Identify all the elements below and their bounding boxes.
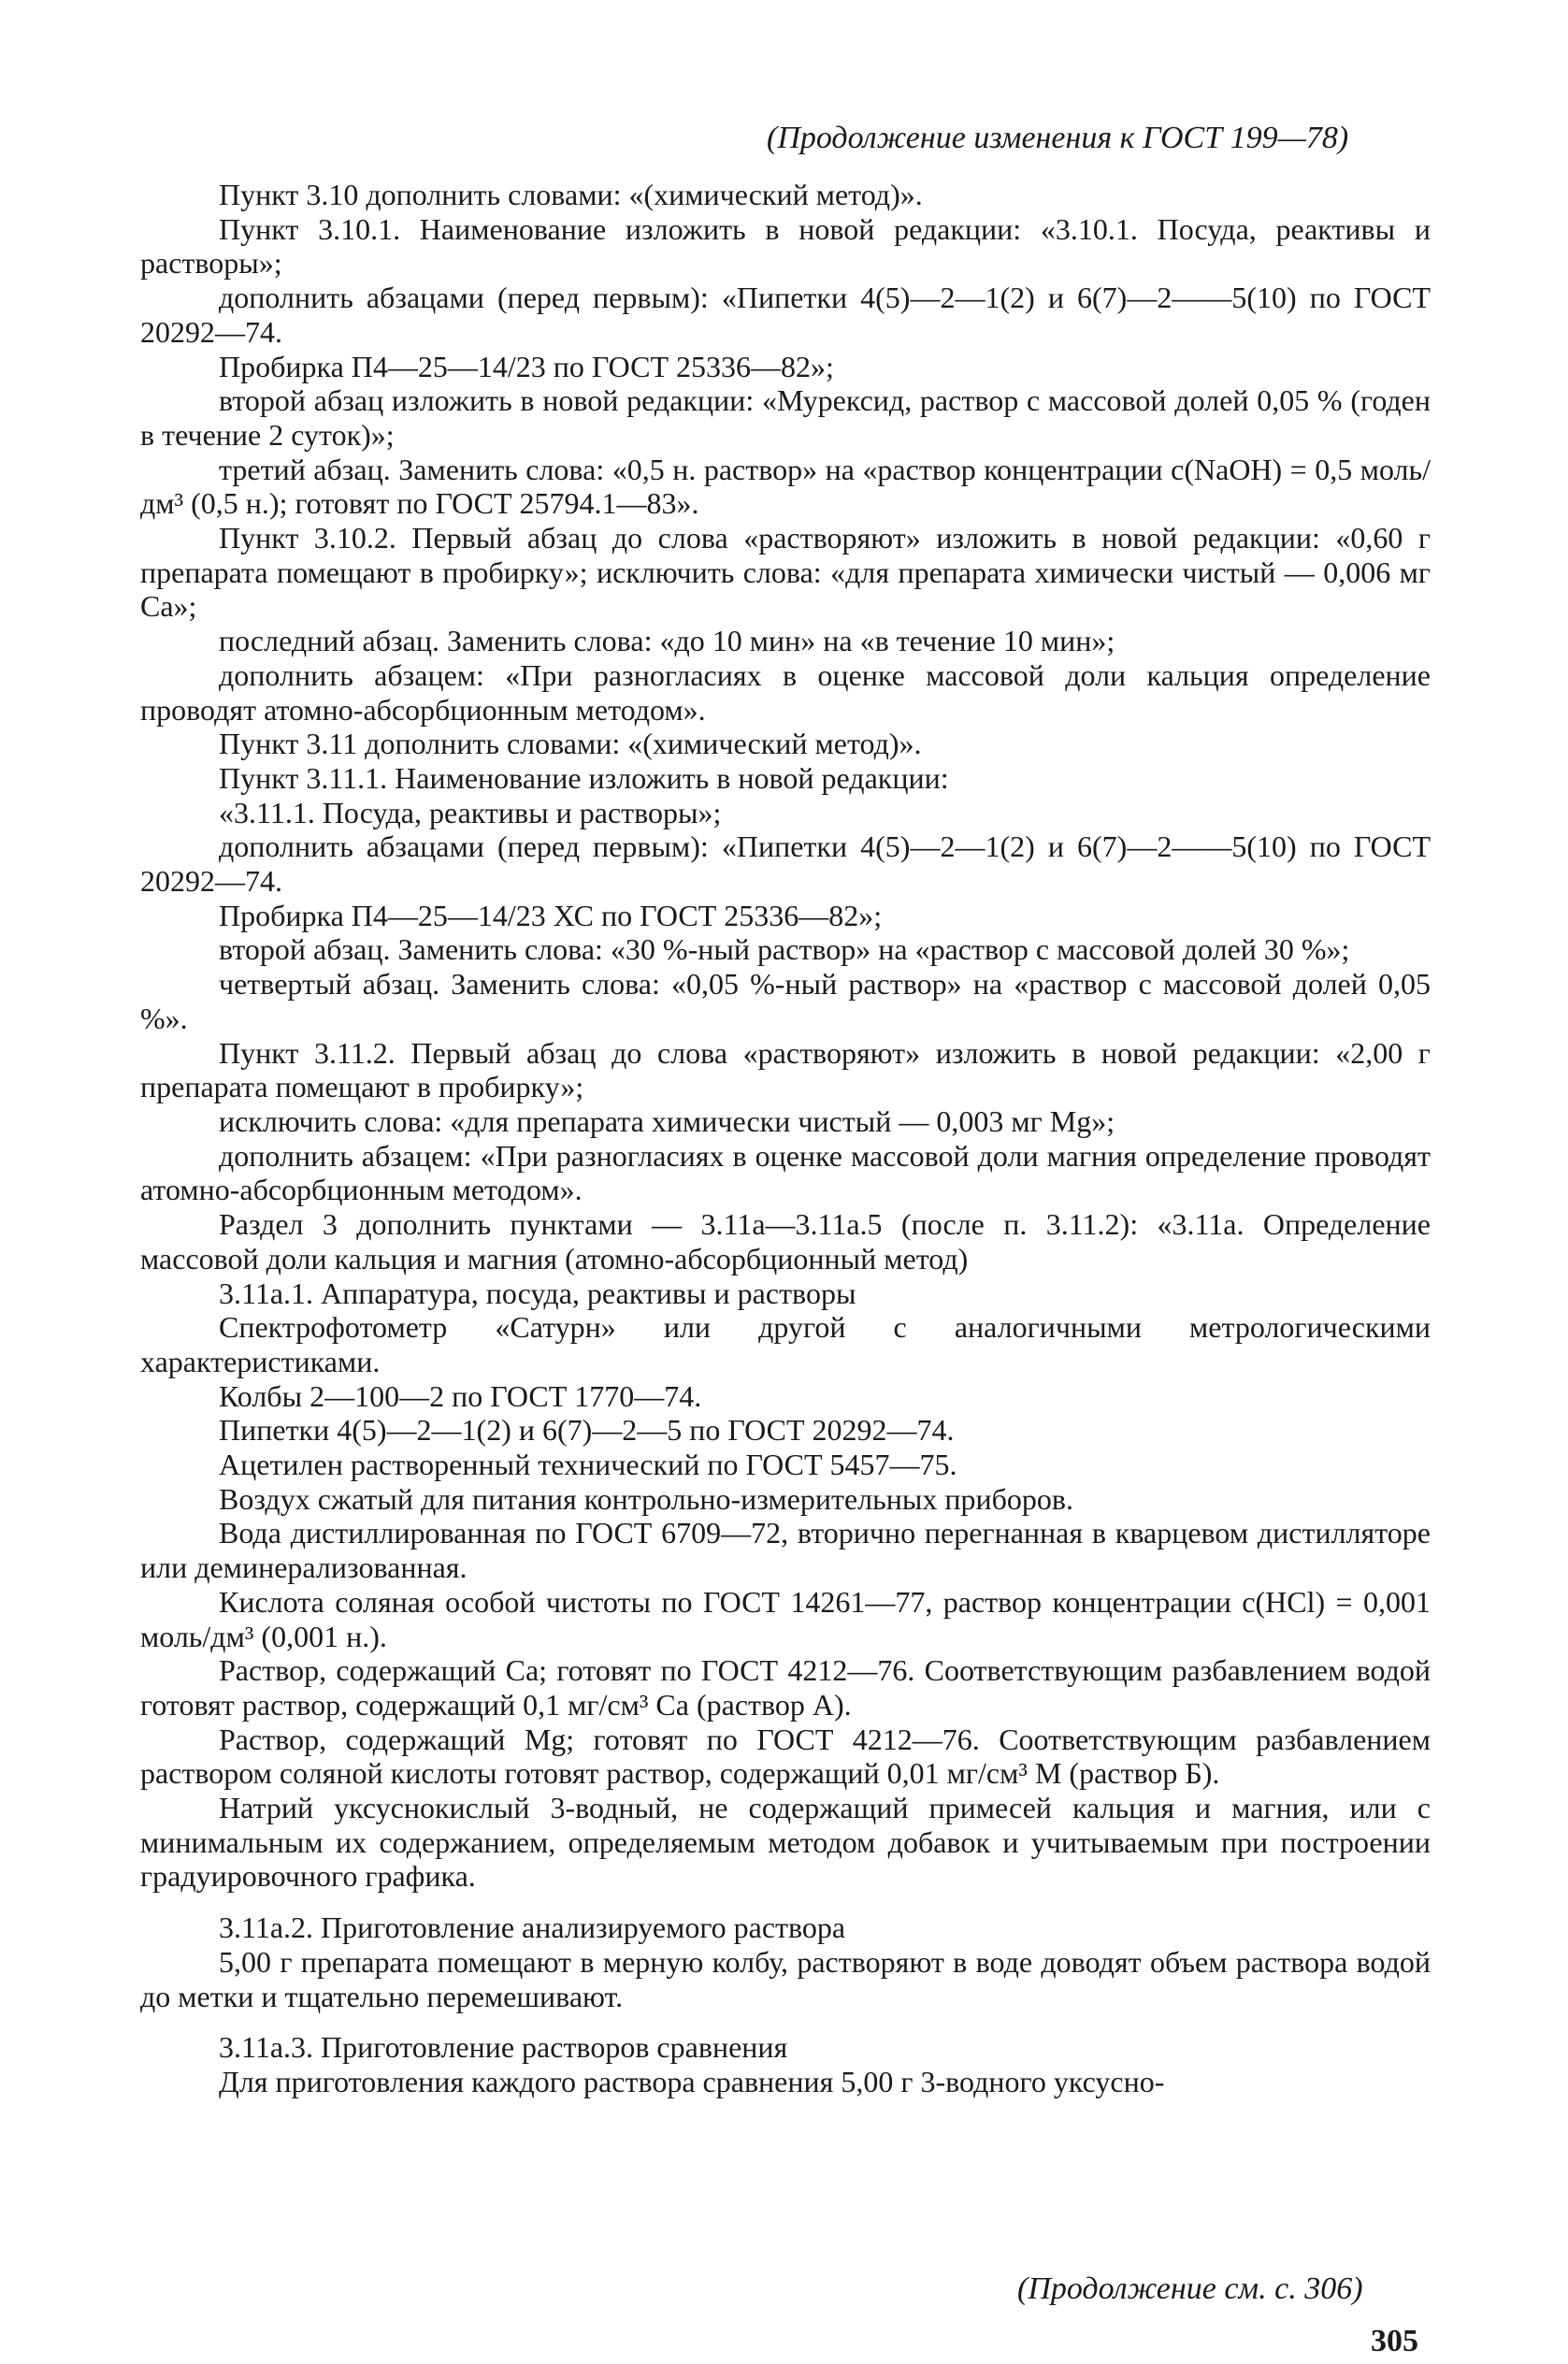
paragraph: Пункт 3.10.1. Наименование изложить в новой редакции: «3.10.1. Посуда, реактивы и растворы»; [140, 211, 1431, 281]
paragraph: третий абзац. Заменить слова: «0,5 н. раствор» на «раствор концентрации c(NaOH) = 0,5 моль/дм³ (0,5 н.); готовят по ГОСТ 25794.1—83». [140, 452, 1431, 521]
section-heading: 3.11а.3. Приготовление растворов сравнения [219, 2030, 788, 2065]
paragraph: второй абзац изложить в новой редакции: «Мурексид, раствор с массовой долей 0,05 % (годен в течение 2 суток)»; [140, 383, 1431, 452]
paragraph: Раствор, содержащий Са; готовят по ГОСТ 4212—76. Соответствующим разбавлением водой готовят раствор, содержащий 0,1 мг/см³ Са (раствор А). [140, 1653, 1431, 1722]
paragraph: дополнить абзацем: «При разногласиях в оценке массовой доли магния определение проводят атомно-абсорбционным методом». [140, 1138, 1431, 1207]
page-number: 305 [1371, 2324, 1418, 2358]
paragraph: Пункт 3.10 дополнить словами: «(химический метод)». [219, 178, 923, 211]
paragraph: 5,00 г препарата помещают в мерную колбу, растворяют в воде доводят объем раствора водой до метки и тщательно перемешивают. [140, 1944, 1431, 2013]
paragraph: дополнить абзацами (перед первым): «Пипетки 4(5)—2—1(2) и 6(7)—2——5(10) по ГОСТ 20292—74. [140, 829, 1431, 899]
section-heading: 3.11а.2. Приготовление анализируемого раствора [219, 1910, 846, 1945]
paragraph: Пробирка П4—25—14/23 ХС по ГОСТ 25336—82»; [219, 898, 883, 932]
paragraph: Пункт 3.11.1. Наименование изложить в новой редакции: [219, 760, 949, 795]
paragraph: Раствор, содержащий Mg; готовят по ГОСТ 4212—76. Соответствующим разбавлением раствором соляной кислоты готовят раствор, содержащий 0,01 мг/см³ М (раствор Б). [140, 1722, 1431, 1791]
paragraph: Кислота соляная особой чистоты по ГОСТ 14261—77, раствор концентрации c(HCl) = 0,001 моль/дм³ (0,001 н.). [140, 1584, 1431, 1653]
paragraph: второй абзац. Заменить слова: «30 %-ный раствор» на «раствор с массовой долей 30 %»; [219, 932, 1350, 967]
paragraph: Пункт 3.11 дополнить словами: «(химический метод)». [219, 727, 922, 761]
paragraph: «3.11.1. Посуда, реактивы и растворы»; [219, 795, 722, 829]
paragraph: Натрий уксуснокислый 3-водный, не содержащий примесей кальция и магния, или с минимальным их содержанием, определяемым методом добавок и учитываемым при построении градуировочного графика. [140, 1791, 1431, 1894]
paragraph: Ацетилен растворенный технический по ГОСТ 5457—75. [219, 1448, 957, 1482]
paragraph: Пробирка П4—25—14/23 по ГОСТ 25336—82»; [219, 349, 834, 383]
paragraph: Спектрофотометр «Сатурн» или другой с аналогичными метрологическими характеристиками. [140, 1310, 1431, 1378]
paragraph: дополнить абзацами (перед первым): «Пипетки 4(5)—2—1(2) и 6(7)—2——5(10) по ГОСТ 20292—74. [140, 281, 1431, 349]
paragraph: исключить слова: «для препарата химически чистый — 0,003 мг Mg»; [219, 1103, 1115, 1138]
continuation-note: (Продолжение см. с. 306) [1017, 2271, 1363, 2306]
section-heading: 3.11а.1. Аппаратура, посуда, реактивы и растворы [219, 1276, 856, 1310]
paragraph: Воздух сжатый для питания контрольно-измерительных приборов. [219, 1481, 1073, 1516]
running-header: (Продолжение изменения к ГОСТ 199—78) [767, 121, 1349, 155]
document-body [140, 178, 1431, 2099]
paragraph: четвертый абзац. Заменить слова: «0,05 %-ный раствор» на «раствор с массовой долей 0,05 %». [140, 967, 1431, 1035]
paragraph: дополнить абзацем: «При разногласиях в оценке массовой доли кальция определение проводят атомно-абсорбционным методом». [140, 657, 1431, 727]
paragraph: Вода дистиллированная по ГОСТ 6709—72, вторично перегнанная в кварцевом дистилляторе или деминерализованная. [140, 1516, 1431, 1585]
paragraph: Пункт 3.11.2. Первый абзац до слова «растворяют» изложить в новой редакции: «2,00 г препарата помещают в пробирку»; [140, 1035, 1431, 1104]
paragraph: Пипетки 4(5)—2—1(2) и 6(7)—2—5 по ГОСТ 20292—74. [219, 1413, 955, 1448]
paragraph: Для приготовления каждого раствора сравнения 5,00 г 3-водного уксусно- [219, 2064, 1165, 2098]
paragraph: последний абзац. Заменить слова: «до 10 мин» на «в течение 10 мин»; [219, 624, 1115, 658]
paragraph: Колбы 2—100—2 по ГОСТ 1770—74. [219, 1378, 702, 1413]
paragraph: Пункт 3.10.2. Первый абзац до слова «растворяют» изложить в новой редакции: «0,60 г препарата помещают в пробирку»; исключить слова: «для препарата химически чистый — 0,006 мг Са»; [140, 521, 1431, 624]
paragraph: Раздел 3 дополнить пунктами — 3.11а—3.11а.5 (после п. 3.11.2): «3.11а. Определение массовой доли кальция и магния (атомно-абсорбционный метод) [140, 1207, 1431, 1276]
